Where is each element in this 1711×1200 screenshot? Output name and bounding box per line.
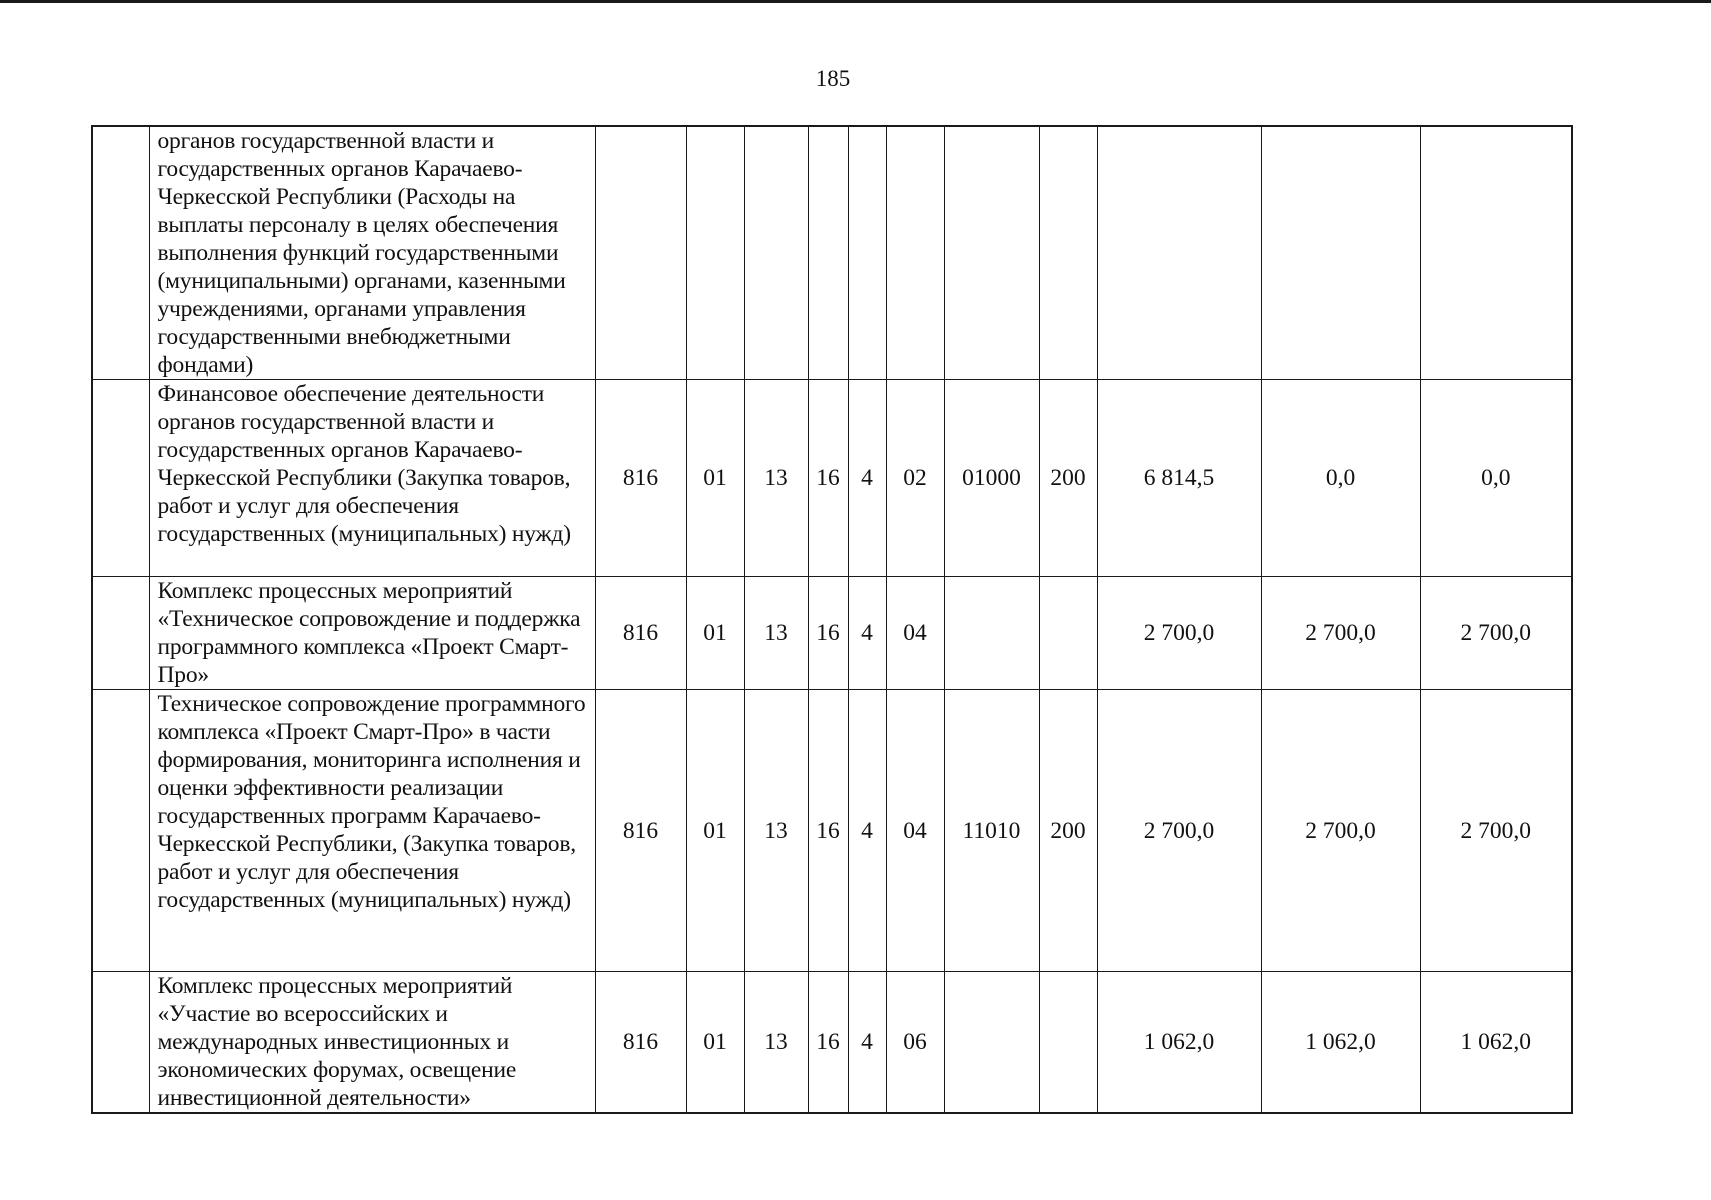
amount-1-cell: 2 700,0	[1097, 577, 1261, 690]
napravlenie-cell	[944, 972, 1039, 1114]
description-cell: органов государственной власти и государственных органов Карачаево-Черкесской Республики (Расходы на выплаты персоналу в целях обеспечения выполнения функций государственными (муниципальными) органами, казенными учреждениями, органами управления государственными внебюджетными фондами)	[149, 126, 595, 380]
budget-table	[91, 125, 1573, 1114]
amount-3-cell: 0,0	[1420, 380, 1572, 577]
razdel-cell: 01	[686, 690, 744, 972]
amount-1-cell: 1 062,0	[1097, 972, 1261, 1114]
vid-raskhodov-cell	[1039, 126, 1097, 380]
description-cell: Комплекс процессных мероприятий «Техническое сопровождение и поддержка программного комплекса «Проект Смарт-Про»	[149, 577, 595, 690]
page-number: 185	[815, 66, 851, 91]
amount-3-cell: 1 062,0	[1420, 972, 1572, 1114]
amount-1-cell: 2 700,0	[1097, 690, 1261, 972]
grbs-cell	[595, 126, 686, 380]
table-row	[92, 577, 1572, 690]
programma-cell: 16	[808, 577, 848, 690]
podprogramma-cell: 4	[848, 577, 886, 690]
vid-raskhodov-cell	[1039, 577, 1097, 690]
razdel-cell: 01	[686, 380, 744, 577]
grbs-cell: 816	[595, 690, 686, 972]
razdel-cell	[686, 126, 744, 380]
podprogramma-cell: 4	[848, 972, 886, 1114]
table-row	[92, 972, 1572, 1114]
index-cell	[92, 690, 149, 972]
amount-3-cell	[1420, 126, 1572, 380]
grbs-cell: 816	[595, 577, 686, 690]
index-cell	[92, 972, 149, 1114]
napravlenie-cell: 11010	[944, 690, 1039, 972]
amount-1-cell	[1097, 126, 1261, 380]
podrazdel-cell: 13	[744, 577, 808, 690]
description-cell: Комплекс процессных мероприятий «Участие во всероссийских и международных инвестиционных и экономических форумах, освещение инвестиционной деятельности»	[149, 972, 595, 1114]
programma-cell	[808, 126, 848, 380]
index-cell	[92, 126, 149, 380]
podrazdel-cell: 13	[744, 380, 808, 577]
napravlenie-cell	[944, 577, 1039, 690]
meropriyatie-cell: 04	[886, 690, 944, 972]
description-cell: Финансовое обеспечение деятельности органов государственной власти и государственных органов Карачаево-Черкесской Республики (Закупка товаров, работ и услуг для обеспечения государственных (муниципальных) нужд)	[149, 380, 595, 577]
top-border-line	[0, 0, 1711, 3]
amount-2-cell: 2 700,0	[1261, 577, 1420, 690]
podprogramma-cell	[848, 126, 886, 380]
description-cell: Техническое сопровождение программного комплекса «Проект Смарт-Про» в части формирования, мониторинга исполнения и оценки эффективности реализации государственных программ Карачаево-Черкесской Республики, (Закупка товаров, работ и услуг для обеспечения государственных (муниципальных) нужд)	[149, 690, 595, 972]
razdel-cell: 01	[686, 577, 744, 690]
podprogramma-cell: 4	[848, 690, 886, 972]
table-row	[92, 690, 1572, 972]
razdel-cell: 01	[686, 972, 744, 1114]
amount-1-cell: 6 814,5	[1097, 380, 1261, 577]
meropriyatie-cell: 02	[886, 380, 944, 577]
podrazdel-cell: 13	[744, 690, 808, 972]
amount-2-cell	[1261, 126, 1420, 380]
meropriyatie-cell: 06	[886, 972, 944, 1114]
vid-raskhodov-cell	[1039, 972, 1097, 1114]
index-cell	[92, 577, 149, 690]
amount-3-cell: 2 700,0	[1420, 690, 1572, 972]
napravlenie-cell: 01000	[944, 380, 1039, 577]
amount-2-cell: 2 700,0	[1261, 690, 1420, 972]
programma-cell: 16	[808, 972, 848, 1114]
vid-raskhodov-cell: 200	[1039, 690, 1097, 972]
table-row	[92, 126, 1572, 380]
index-cell	[92, 380, 149, 577]
grbs-cell: 816	[595, 380, 686, 577]
programma-cell: 16	[808, 690, 848, 972]
table-row	[92, 380, 1572, 577]
meropriyatie-cell	[886, 126, 944, 380]
programma-cell: 16	[808, 380, 848, 577]
podrazdel-cell	[744, 126, 808, 380]
amount-3-cell: 2 700,0	[1420, 577, 1572, 690]
podprogramma-cell: 4	[848, 380, 886, 577]
amount-2-cell: 1 062,0	[1261, 972, 1420, 1114]
vid-raskhodov-cell: 200	[1039, 380, 1097, 577]
podrazdel-cell: 13	[744, 972, 808, 1114]
grbs-cell: 816	[595, 972, 686, 1114]
meropriyatie-cell: 04	[886, 577, 944, 690]
amount-2-cell: 0,0	[1261, 380, 1420, 577]
napravlenie-cell	[944, 126, 1039, 380]
